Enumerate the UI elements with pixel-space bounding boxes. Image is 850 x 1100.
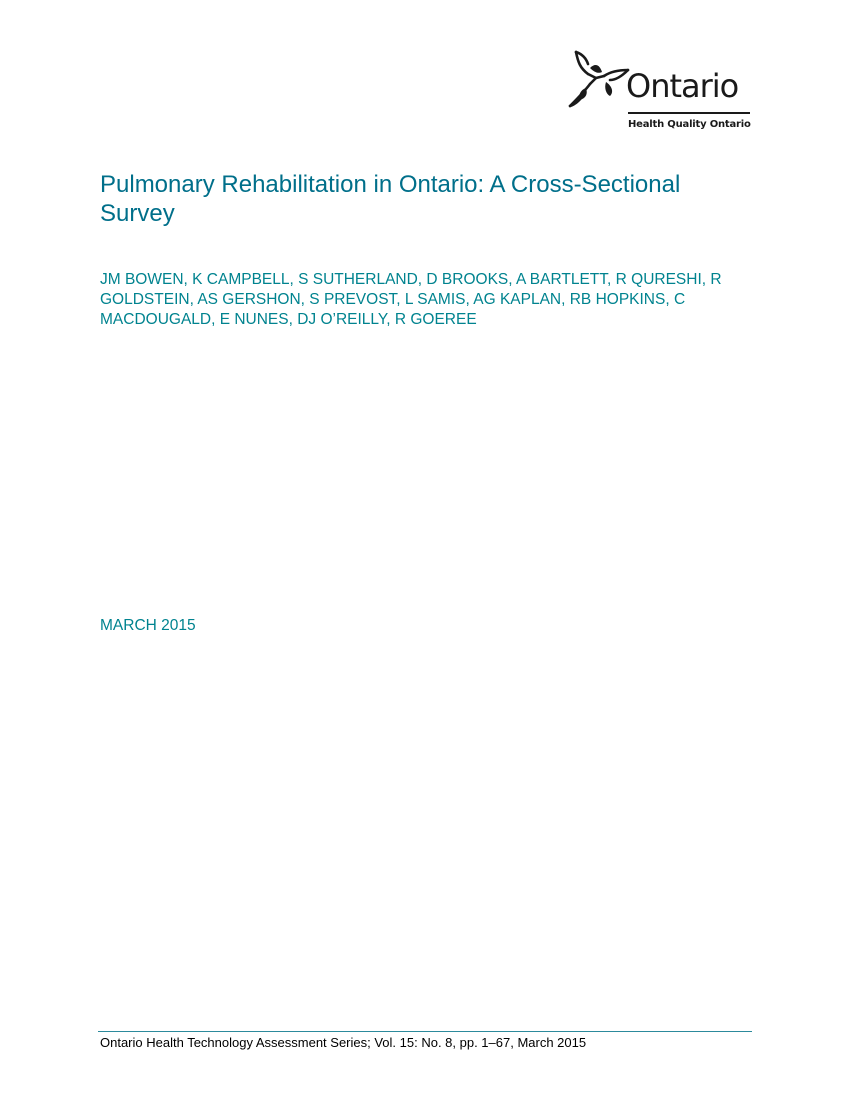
footer-divider [98, 1031, 752, 1032]
logo-subtitle: Health Quality Ontario [628, 119, 751, 130]
footer-citation: Ontario Health Technology Assessment Series; Vol. 15: No. 8, pp. 1–67, March 2015 [100, 1035, 587, 1050]
ontario-wordmark: Ontario [626, 67, 739, 105]
author-list: JM BOWEN, K CAMPBELL, S SUTHERLAND, D BROOKS, A BARTLETT, R QURESHI, R GOLDSTEIN, AS GERSHON, S PREVOST, L SAMIS, AG KAPLAN, RB HOPKINS, C MACDOUGALD, E NUNES, DJ O’REILLY, R GOEREE [100, 271, 722, 328]
publication-date: MARCH 2015 [100, 617, 196, 634]
trillium-icon [566, 48, 630, 112]
logo-divider [628, 112, 750, 114]
document-title: Pulmonary Rehabilitation in Ontario: A Cross-Sectional Survey [100, 171, 681, 227]
ontario-logo [566, 48, 752, 134]
